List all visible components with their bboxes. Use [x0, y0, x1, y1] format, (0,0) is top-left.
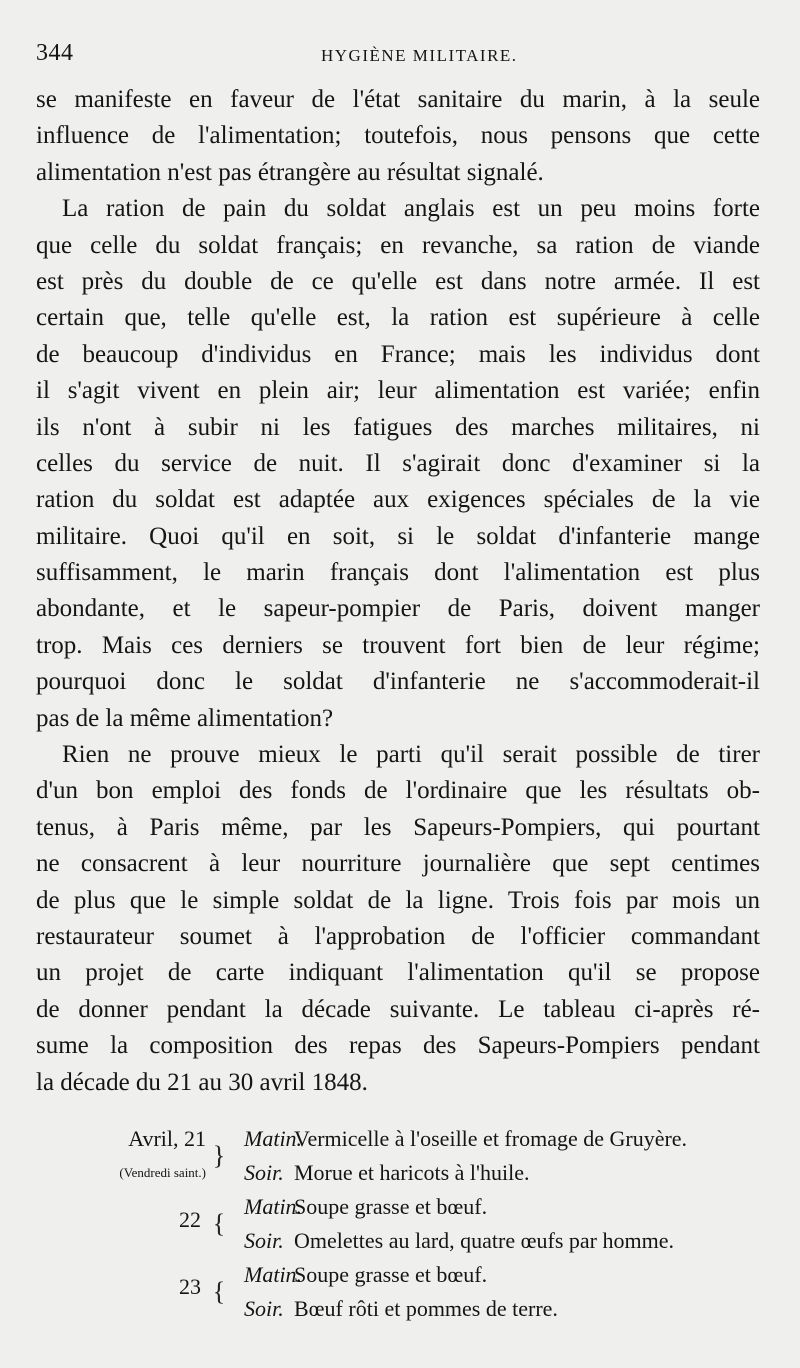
menu-date: Avril, 21	[128, 1126, 206, 1151]
text-line: La ration de pain du soldat anglais est un peu moins forte	[62, 195, 760, 223]
text-line: ils n'ont à subir ni les fatigues des marches militaires, ni	[36, 413, 760, 441]
dish-text: Vermicelle à l'oseille et fromage de Gruyère.	[294, 1126, 688, 1151]
text-line: un projet de carte indiquant l'alimentation qu'il se propose	[36, 959, 760, 987]
text-line: Rien ne prouve mieux le parti qu'il serait possible de tirer	[62, 741, 760, 769]
dish-text: Bœuf rôti et pommes de terre.	[294, 1296, 558, 1321]
text-line: suffisamment, le marin français dont l'alimentation est plus	[36, 559, 760, 587]
menu-row	[36, 1122, 764, 1156]
menu-date: 22	[179, 1207, 201, 1232]
dish-text: Morue et haricots à l'huile.	[294, 1160, 530, 1185]
meal-label: Soir.	[244, 1296, 284, 1321]
text-line: restaurateur soumet à l'approbation de l'officier commandant	[36, 922, 760, 950]
menu-row	[36, 1156, 764, 1190]
text-line: abondante, et le sapeur-pompier de Paris, doivent manger	[36, 595, 760, 623]
paragraph	[36, 737, 760, 1101]
text-line: de donner pendant la décade suivante. Le tableau ci-après ré-	[36, 995, 760, 1023]
text-line: que celle du soldat français; en revanche, sa ration de viande	[36, 231, 760, 259]
menu-date: 23	[179, 1274, 201, 1299]
meal-label: Matin.	[244, 1194, 303, 1219]
text-line: est près du double de ce qu'elle est dans notre armée. Il est	[36, 267, 760, 295]
brace-icon: }	[212, 1141, 226, 1170]
text-line: alimentation n'est pas étrangère au résultat signalé.	[36, 158, 544, 186]
brace-icon: {	[212, 1209, 226, 1238]
dish-text: Omelettes au lard, quatre œufs par homme.	[294, 1228, 674, 1253]
text-line: la décade du 21 au 30 avril 1848.	[36, 1068, 368, 1096]
page-number: 344	[36, 40, 74, 66]
dish-text: Soupe grasse et bœuf.	[294, 1262, 488, 1287]
text-line: trop. Mais ces derniers se trouvent fort bien de leur régime;	[36, 631, 760, 659]
paragraph	[36, 82, 760, 191]
paragraph	[36, 191, 760, 737]
text-line: ne consacrent à leur nourriture journalière que sept centimes	[36, 850, 760, 878]
text-line: pas de la même alimentation?	[36, 704, 334, 732]
menu-table	[36, 1122, 764, 1326]
text-line: celles du service de nuit. Il s'agirait donc d'examiner si la	[36, 449, 760, 477]
text-line: pourquoi donc le soldat d'infanterie ne s'accommoderait-il	[36, 668, 760, 696]
page-header	[36, 40, 764, 76]
text-line: tenus, à Paris même, par les Sapeurs-Pompiers, qui pourtant	[36, 813, 760, 841]
menu-date-note: (Vendredi saint.)	[119, 1165, 206, 1180]
text-line: sume la composition des repas des Sapeurs-Pompiers pendant	[36, 1032, 760, 1060]
meal-label: Matin.	[244, 1262, 303, 1287]
text-line: certain que, telle qu'elle est, la ration est supérieure à celle	[36, 304, 760, 332]
meal-label: Soir.	[244, 1160, 284, 1185]
meal-label: Soir.	[244, 1228, 284, 1253]
meal-label: Matin.	[244, 1126, 303, 1151]
text-line: il s'agit vivent en plein air; leur alimentation est variée; enfin	[36, 377, 760, 405]
running-title: HYGIÈNE MILITAIRE.	[321, 46, 518, 65]
text-line: se manifeste en faveur de l'état sanitaire du marin, à la seule	[36, 86, 760, 113]
dish-text: Soupe grasse et bœuf.	[294, 1194, 488, 1219]
brace-icon: {	[212, 1277, 226, 1306]
text-line: de plus que le simple soldat de la ligne. Trois fois par mois un	[36, 886, 760, 914]
body-text	[36, 82, 760, 1101]
text-line: militaire. Quoi qu'il en soit, si le soldat d'infanterie mange	[36, 522, 760, 550]
text-line: de beaucoup d'individus en France; mais les individus dont	[36, 340, 760, 368]
text-line: ration du soldat est adaptée aux exigences spéciales de la vie	[36, 486, 760, 514]
text-line: influence de l'alimentation; toutefois, nous pensons que cette	[36, 122, 760, 150]
text-line: d'un bon emploi des fonds de l'ordinaire que les résultats ob-	[36, 777, 760, 805]
